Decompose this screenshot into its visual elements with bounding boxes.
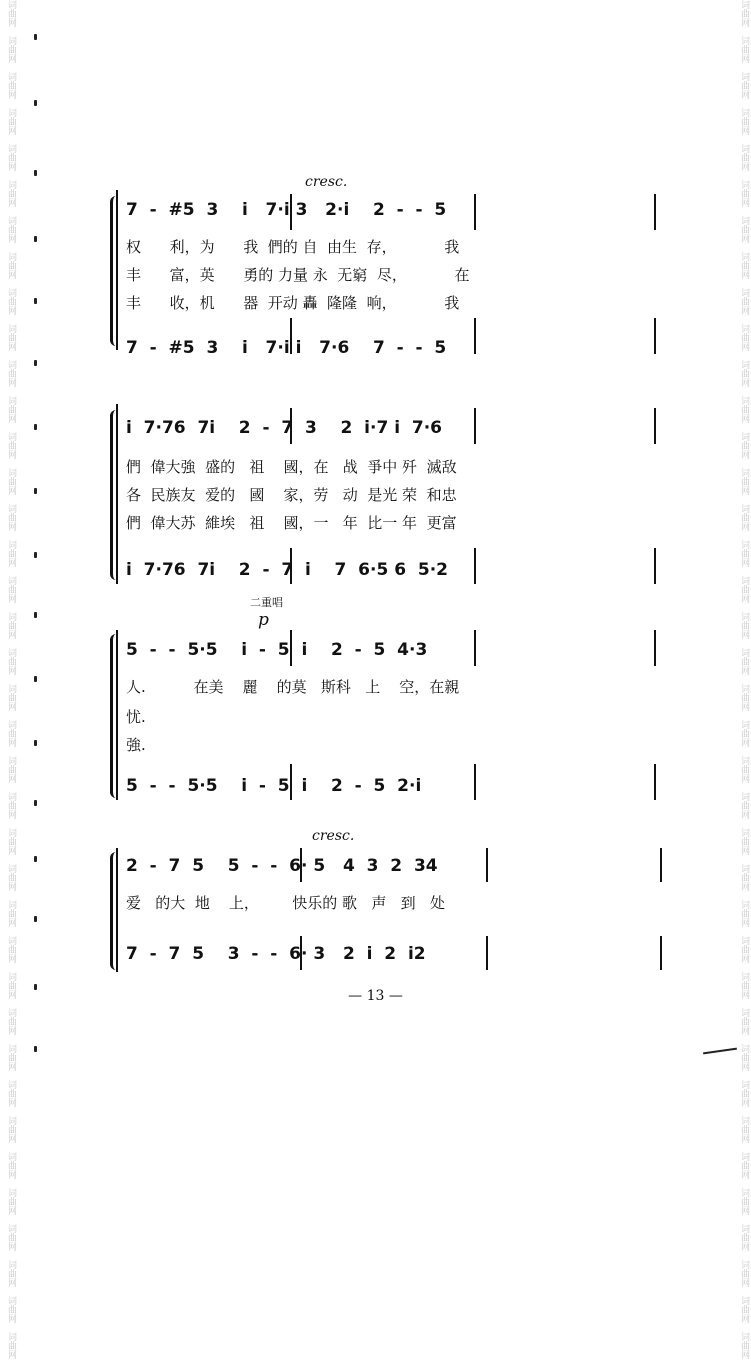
piano-marking: p [258,610,269,630]
edge-mark [34,552,37,558]
lyric-line: 爱 的大 地 上， 快乐的 歌 声 到 处 [126,894,445,912]
cresc-marking-2: cresc. [312,828,355,844]
edge-mark [34,740,37,746]
upper-voice: 5 - - 5·5 i - 5 i 2 - 5 4·3 [126,640,428,660]
cresc-marking-1: cresc. [305,174,348,190]
lyric-line: 忧. [126,708,146,726]
edge-mark [34,1046,37,1052]
watermark-left: 词曲网 词曲网 词曲网 词曲网 词曲网 词曲网 词曲网 词曲网 词曲网 词曲网 词曲网 词曲网 词曲网 词曲网 词曲网 词曲网 词曲网 词曲网 词曲网 词曲网 词曲网 词曲网 词曲网 词曲网 词曲网 词曲网 词曲网 词曲网 词曲网 词曲网 词曲网 词曲网 词曲网 词曲网 词曲网 词曲网 词曲网 词曲网 [6,0,16,1368]
lyric-line: 人. 在美 麗 的莫 斯科 上 空，在親 [126,678,460,696]
score-system-1 [114,190,674,358]
lyric-line: 強. [126,736,146,754]
lyric-line: 們 偉大強 盛的 祖 國，在 战 爭中 歼 滅敌 [126,458,457,476]
lower-voice: 7 - #5 3 i 7·i i 7·6 7 - - 5 [126,338,447,358]
pen-mark [703,1048,737,1055]
upper-voice: 7 - #5 3 i 7·i 3 2·i 2 - - 5 [126,200,447,220]
edge-mark [34,236,37,242]
score-system-3 [114,630,674,800]
upper-voice: 2 - 7 5 5 - - 6· 5 4 3 2 34 [126,856,438,876]
lower-voice: 7 - 7 5 3 - - 6· 3 2 i 2 i2 [126,944,426,964]
edge-mark [34,170,37,176]
edge-mark [34,100,37,106]
section-label: 二重唱 [250,596,283,609]
lyric-line: 权 利，为 我 們的 自 由生 存， 我 [126,238,460,256]
lower-voice: 5 - - 5·5 i - 5 i 2 - 5 2·i [126,776,422,796]
edge-mark [34,800,37,806]
edge-mark [34,298,37,304]
edge-mark [34,612,37,618]
edge-mark [34,424,37,430]
score-system-2 [114,404,674,584]
lower-voice: i 7·76 7i 2 - 7 i 7 6·5 6 5·2 [126,560,448,580]
edge-mark [34,360,37,366]
lyric-line: 各 民族友 爱的 國 家，劳 动 是光 荣 和忠 [126,486,457,504]
watermark-right: 词曲网 词曲网 词曲网 词曲网 词曲网 词曲网 词曲网 词曲网 词曲网 词曲网 词曲网 词曲网 词曲网 词曲网 词曲网 词曲网 词曲网 词曲网 词曲网 词曲网 词曲网 词曲网 词曲网 词曲网 词曲网 词曲网 词曲网 词曲网 词曲网 词曲网 词曲网 词曲网 词曲网 词曲网 词曲网 词曲网 词曲网 词曲网 [739,0,749,1368]
score-system-4 [114,848,674,972]
edge-mark [34,34,37,40]
edge-mark [34,488,37,494]
edge-mark [34,856,37,862]
upper-voice: i 7·76 7i 2 - 7 3 2 i·7 i 7·6 [126,418,442,438]
lyric-line: 丰 富，英 勇的 力量 永 无窮 尽， 在 [126,266,470,284]
page-number: — 13 — [348,988,403,1004]
lyric-line: 們 偉大苏 維埃 祖 國，一 年 比一 年 更富 [126,514,457,532]
edge-mark [34,916,37,922]
lyric-line: 丰 收，机 器 开动 轟 隆隆 响， 我 [126,294,460,312]
edge-mark [34,676,37,682]
